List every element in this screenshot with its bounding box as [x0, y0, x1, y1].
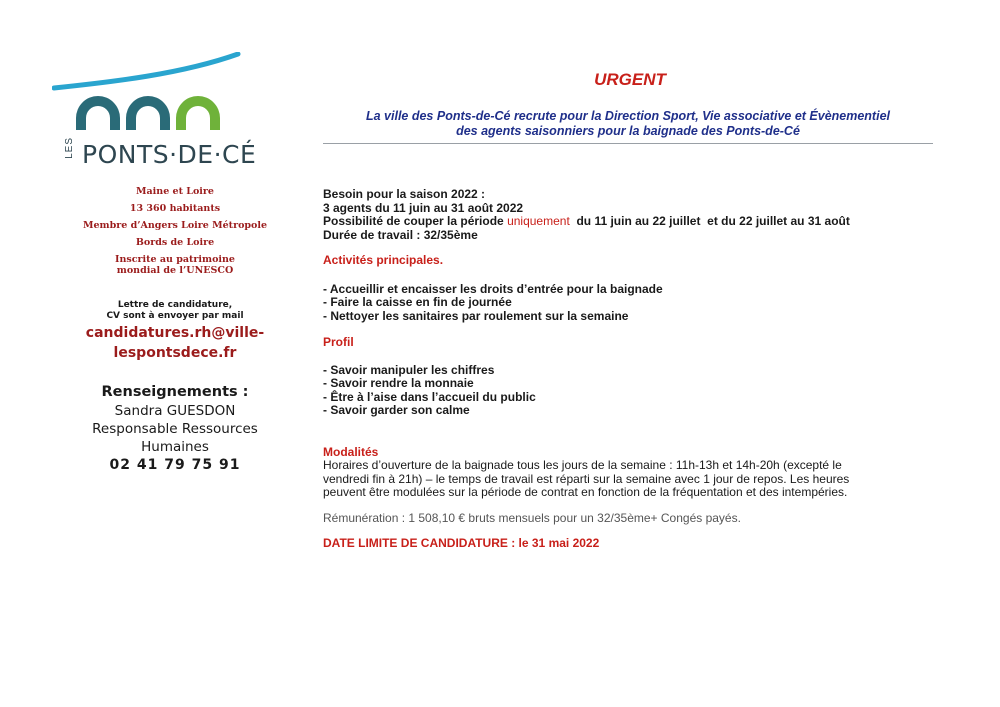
activities-list [323, 283, 933, 324]
job-details [323, 188, 933, 551]
urgent-heading: URGENT [594, 70, 666, 89]
need-line-3c: du 11 juin au 22 juillet et du 22 juillet au 31 août [569, 214, 850, 228]
list-item: - Accueillir et encaisser les droits d’entrée pour la baignade [323, 281, 663, 296]
intro-line-2: des agents saisonniers pour la baignade des Ponts-de-Cé [456, 124, 800, 138]
fact-region: Maine et Loire [136, 186, 214, 197]
list-item: - Savoir garder son calme [323, 403, 470, 417]
contact-title: Renseignements : [101, 384, 249, 400]
email-link-1[interactable]: candidatures.rh@ville- [85, 325, 265, 341]
logo-wordmark: PONTS·DE·CÉ [82, 140, 257, 169]
divider [323, 143, 933, 144]
application-info [70, 300, 280, 362]
list-item: - Savoir manipuler les chiffres [323, 362, 495, 377]
modalities-line-3: peuvent être modulées sur la période de contrat en fonction de la fréquentation et des intempéries. [323, 485, 848, 499]
need-line-3a: Possibilité de couper la période [323, 214, 508, 228]
apply-intro-1: Lettre de candidature, [117, 300, 233, 310]
intro-line-1: La ville des Ponts-de-Cé recrute pour la Direction Sport, Vie associative et Évènementiel [365, 109, 890, 123]
deadline-line: DATE LIMITE DE CANDIDATURE : le 31 mai 2022 [323, 536, 600, 550]
fact-unesco-2: mondial de l’UNESCO [116, 265, 234, 276]
activities-heading: Activités principales. [323, 253, 444, 267]
fact-metropole: Membre d’Angers Loire Métropole [82, 220, 268, 231]
modalities-heading: Modalités [323, 444, 379, 459]
job-intro [322, 109, 934, 139]
list-item: - Faire la caisse en fin de journée [323, 295, 512, 309]
need-line-4: Durée de travail : 32/35ème [323, 227, 478, 242]
profile-heading: Profil [323, 335, 354, 349]
need-line-2: 3 agents du 11 juin au 31 août 2022 [323, 200, 524, 215]
email-link-2[interactable]: lespontsdece.fr [113, 345, 237, 361]
list-item: - Être à l’aise dans l’accueil du public [323, 389, 536, 404]
need-line-3 [323, 215, 933, 229]
list-item: - Savoir rendre la monnaie [323, 376, 474, 390]
fact-unesco-1: Inscrite au patrimoine [115, 254, 235, 265]
list-item: - Nettoyer les sanitaires par roulement sur la semaine [323, 308, 629, 323]
contact-name: Sandra GUESDON [114, 403, 236, 419]
contact-role-2: Humaines [141, 439, 209, 455]
apply-intro-2: CV sont à envoyer par mail [106, 311, 244, 321]
profile-list [323, 364, 933, 418]
contact-phone[interactable]: 02 41 79 75 91 [109, 457, 241, 473]
need-emphasis: uniquement [507, 214, 570, 228]
need-line-1: Besoin pour la saison 2022 : [323, 187, 486, 201]
fact-loire: Bords de Loire [135, 237, 215, 248]
logo-les-text: LES [64, 137, 75, 159]
contact-info [70, 383, 280, 474]
city-facts [70, 186, 280, 281]
modalities-line-1: Horaires d’ouverture de la baignade tous les jours de la semaine : 11h-13h et 14h-20h (excepté le [323, 458, 842, 472]
salary-line: Rémunération : 1 508,10 € bruts mensuels pour un 32/35ème+ Congés payés. [323, 510, 741, 525]
fact-population: 13 360 habitants [129, 203, 221, 214]
modalities-line-2: vendredi fin à 21h) – le temps de travail est réparti sur la semaine avec 1 jour de repos. Les heures [323, 471, 850, 486]
contact-role-1: Responsable Ressources [92, 421, 258, 437]
